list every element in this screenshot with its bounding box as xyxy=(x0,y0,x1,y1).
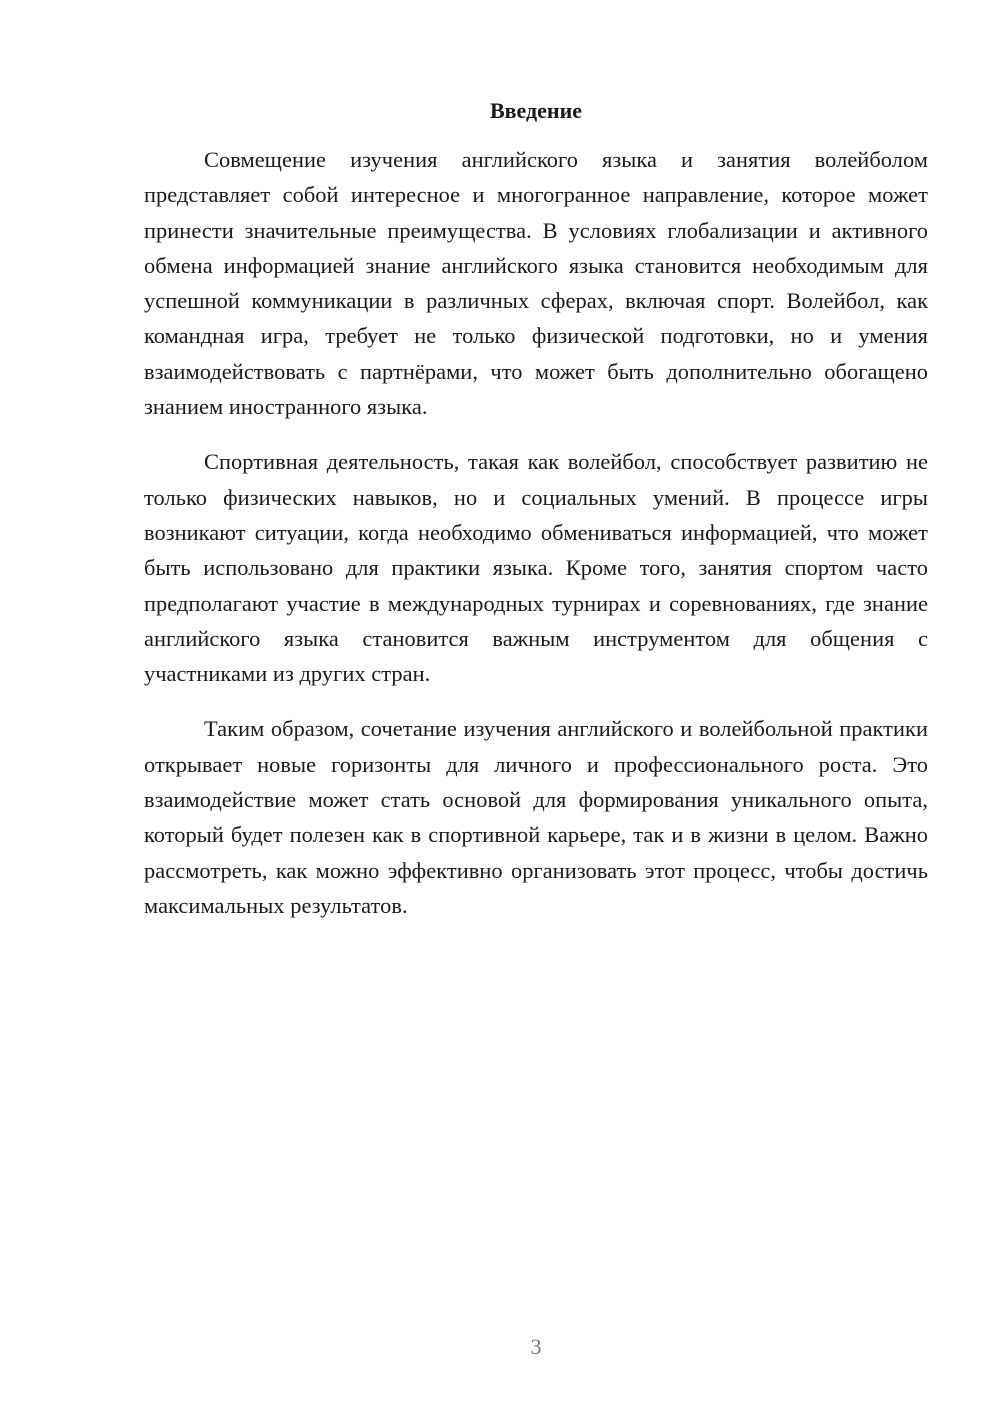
paragraph-1: Совмещение изучения английского языка и занятия волейболом представляет собой интересное и многогранное направление, которое может принести значительные преимущества. В условиях глобализации и активного обмена информацией знание английского языка становится необходимым для успешной коммуникации в различных сферах, включая спорт. Волейбол, как командная игра, требует не только физической подготовки, но и умения взаимодействовать с партнёрами, что может быть дополнительно обогащено знанием иностранного языка. xyxy=(144,147,928,420)
section-heading: Введение xyxy=(489,98,583,123)
paragraph-3: Таким образом, сочетание изучения английского и волейбольной практики открывает новые горизонты для личного и профессионального роста. Это взаимодействие может стать основой для формирования уникального опыта, который будет полезен как в спортивной карьере, так и в жизни в целом. Важно рассмотреть, как можно эффективно организовать этот процесс, чтобы достичь максимальных результатов. xyxy=(144,716,928,918)
paragraph-2: Спортивная деятельность, такая как волейбол, способствует развитию не только физических навыков, но и социальных умений. В процессе игры возникают ситуации, когда необходимо обмениваться информацией, что может быть использовано для практики языка. Кроме того, занятия спортом часто предполагают участие в международных турнирах и соревнованиях, где знание английского языка становится важным инструментом для общения с участниками из других стран. xyxy=(144,449,928,687)
body-text xyxy=(144,142,928,943)
page-number: 3 xyxy=(530,1334,542,1359)
